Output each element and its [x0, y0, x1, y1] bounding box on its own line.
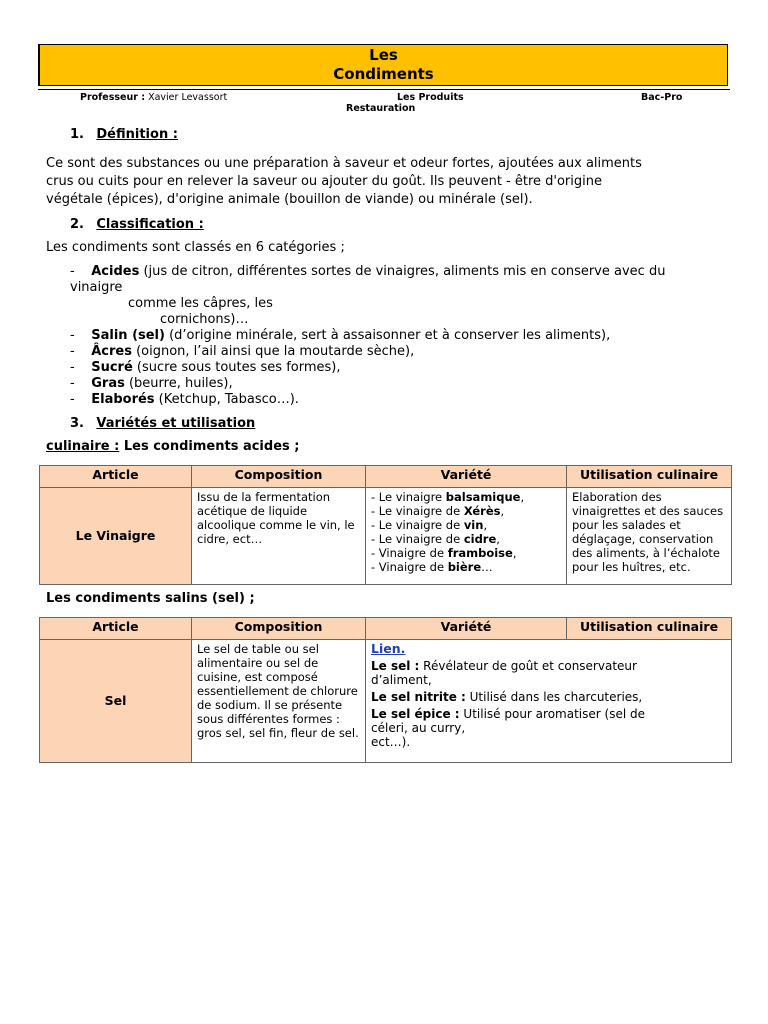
category-desc: (sucre sous toutes ses formes),	[132, 360, 341, 375]
category-desc: (oignon, l’ail ainsi que la moutarde sèche),	[131, 344, 415, 359]
section-1-title: Définition :	[96, 127, 178, 142]
category-name: Salin (sel)	[91, 328, 165, 343]
subject-line-2: Restauration	[346, 103, 416, 114]
table-header-row	[40, 618, 732, 640]
subject-line-1: Les Produits	[397, 92, 464, 103]
category-desc: (beurre, huiles),	[124, 376, 233, 391]
variety-line: - Le vinaigre balsamique,	[371, 490, 525, 504]
category-name: Âcres	[91, 344, 132, 359]
title-line-1: Les	[369, 46, 398, 64]
professor-info	[80, 92, 227, 104]
category-desc: (Ketchup, Tabasco…).	[154, 392, 299, 407]
category-list	[70, 264, 730, 408]
acid-condiments-table	[39, 465, 732, 585]
title-line-2: Condiments	[333, 65, 434, 83]
table-row	[40, 488, 732, 585]
sel-link[interactable]: Lien.	[371, 642, 406, 656]
sel-composition-cell	[192, 640, 366, 763]
sel-composition: Le sel de table ou sel alimentaire ou sel de cuisine, est composé essentiellement de chlorure de sodium. Il se présente sous différentes formes : gros sel, sel fin, fleur de sel.	[197, 642, 359, 740]
section-3-number: 3.	[70, 416, 84, 431]
section-2-heading	[70, 217, 204, 232]
section-2-title: Classification :	[96, 217, 204, 232]
section-1-number: 1.	[70, 127, 84, 142]
vinaigre-utilisation-cell	[567, 488, 732, 585]
category-desc-cont: comme les câpres, les	[128, 296, 273, 311]
vinaigre-utilisation: Elaboration des vinaigrettes et des sauces pour les salades et déglaçage, conservation des aliments, à l’échalote pour les huîtres, etc.	[572, 490, 724, 574]
header-article: Article	[40, 618, 192, 640]
vinaigre-varietes	[366, 488, 567, 585]
sel-variety-1: Le sel : Révélateur de goût et conservateur d’aliment,	[371, 659, 637, 687]
list-item: - Acides (jus de citron, différentes sortes de vinaigres, aliments mis en conserve avec du	[70, 264, 666, 279]
sel-variety-3-cont: ect…).	[371, 735, 411, 749]
variety-line: - Le vinaigre de Xérès,	[371, 504, 505, 518]
list-item: - Salin (sel) (d’origine minérale, sert à assaisonner et à conserver les aliments),	[70, 328, 611, 343]
list-item: - Âcres (oignon, l’ail ainsi que la moutarde sèche),	[70, 344, 415, 359]
level-label: Bac-Pro	[641, 92, 683, 103]
variety-line: - Le vinaigre de cidre,	[371, 532, 500, 546]
header-utilisation: Utilisation culinaire	[567, 466, 732, 488]
section-3-heading	[70, 416, 255, 431]
sel-variety-2: Le sel nitrite : Utilisé dans les charcuteries,	[371, 690, 643, 704]
variety-line: - Le vinaigre de vin,	[371, 518, 488, 532]
salin-condiments-table	[39, 617, 732, 763]
category-desc: (d’origine minérale, sert à assaisonner et à conserver les aliments),	[164, 328, 611, 343]
list-item: - Elaborés (Ketchup, Tabasco…).	[70, 392, 299, 407]
definition-text	[46, 155, 642, 209]
vinaigre-composition: Issu de la fermentation acétique de liquide alcoolique comme le vin, le cidre, ect…	[192, 488, 366, 585]
definition-line-3: végétale (épices), d'origine animale (bouillon de viande) ou minérale (sel).	[46, 192, 533, 207]
category-desc: (jus de citron, différentes sortes de vinaigres, aliments mis en conserve avec du	[139, 264, 666, 279]
header-composition: Composition	[192, 466, 366, 488]
category-name: Sucré	[91, 360, 133, 375]
classification-intro: Les condiments sont classés en 6 catégories ;	[46, 240, 345, 255]
salin-condiments-title: Les condiments salins (sel) ;	[46, 591, 255, 606]
professor-label: Professeur :	[80, 92, 146, 103]
section-2-number: 2.	[70, 217, 84, 232]
category-name: Gras	[91, 376, 125, 391]
category-name: Elaborés	[91, 392, 155, 407]
section-3-subheading	[46, 439, 299, 454]
document-title-box	[38, 44, 728, 86]
professor-name: Xavier Levassort	[148, 92, 228, 103]
variety-line: - Vinaigre de framboise,	[371, 546, 517, 560]
header-variete: Variété	[366, 466, 567, 488]
header-variete: Variété	[366, 618, 567, 640]
variety-line: - Vinaigre de bière…	[371, 560, 493, 574]
acid-condiments-title: Les condiments acides ;	[119, 439, 300, 454]
section-1-heading	[70, 127, 178, 142]
list-item: - Sucré (sucre sous toutes ses formes),	[70, 360, 341, 375]
category-desc-cont: cornichons)…	[160, 312, 249, 327]
section-3-title-cont: culinaire :	[46, 439, 120, 454]
header-composition: Composition	[192, 618, 366, 640]
sel-variety-3: Le sel épice : Utilisé pour aromatiser (sel de céleri, au curry,	[371, 707, 645, 735]
category-desc-cont: vinaigre	[70, 280, 123, 295]
list-item: - Gras (beurre, huiles),	[70, 376, 233, 391]
category-name: Acides	[91, 264, 140, 279]
header-rule	[38, 89, 730, 90]
table-header-row	[40, 466, 732, 488]
vinaigre-article: Le Vinaigre	[40, 488, 192, 585]
section-3-title: Variétés et utilisation	[96, 416, 256, 431]
sel-article: Sel	[40, 640, 192, 763]
definition-line-1: Ce sont des substances ou une préparation à saveur et odeur fortes, ajoutées aux aliments	[46, 156, 642, 171]
header-article: Article	[40, 466, 192, 488]
table-row	[40, 640, 732, 763]
definition-line-2: crus ou cuits pour en relever la saveur ou ajouter du goût. Ils peuvent - être d'origine	[46, 174, 602, 189]
header-utilisation: Utilisation culinaire	[567, 618, 732, 640]
sel-varietes	[366, 640, 732, 763]
